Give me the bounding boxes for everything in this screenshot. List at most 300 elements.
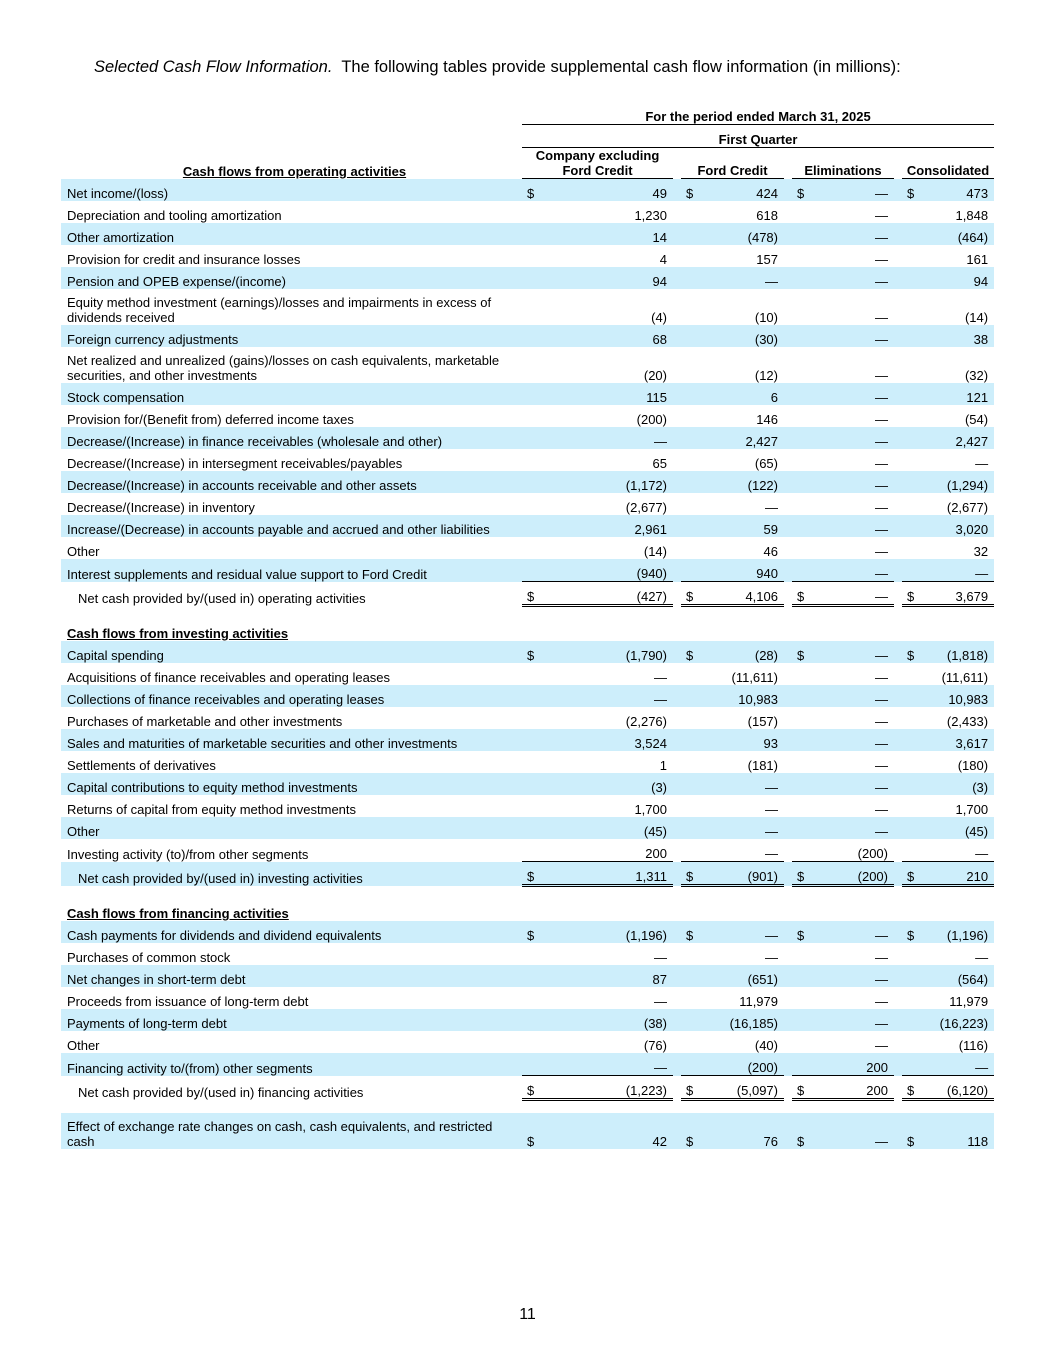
- value-company-excl-ford-credit: (940): [532, 559, 673, 582]
- value-ford-credit: 46: [763, 544, 778, 559]
- row-label: Decrease/(Increase) in accounts receivable and other assets: [61, 471, 522, 493]
- table-row: [61, 663, 994, 685]
- table-row: [61, 515, 994, 537]
- table-row: [61, 201, 994, 223]
- currency-symbol: [792, 987, 802, 1009]
- value-consolidated: 118: [912, 1113, 994, 1149]
- value-consolidated: 1,848: [955, 208, 989, 223]
- currency-symbol: [902, 449, 912, 471]
- currency-symbol: [681, 559, 691, 582]
- value-ford-credit: (122): [691, 471, 784, 493]
- currency-symbol: [792, 795, 802, 817]
- col-header-company-excl-ford-credit: Company excluding Ford Credit: [522, 148, 673, 179]
- currency-symbol: $: [681, 921, 691, 943]
- currency-symbol: [681, 201, 691, 223]
- value-company-excl-ford-credit: 68: [532, 325, 673, 347]
- value-eliminations: (200): [857, 846, 888, 861]
- value-ford-credit: (65): [754, 456, 778, 471]
- currency-symbol: [681, 1053, 691, 1076]
- currency-symbol: [792, 223, 802, 245]
- value-company-excl-ford-credit: 42: [532, 1113, 673, 1149]
- currency-symbol: $: [792, 1076, 802, 1100]
- currency-symbol: $: [681, 1076, 691, 1100]
- currency-symbol: $: [681, 179, 691, 202]
- table-row: [61, 685, 994, 707]
- value-ford-credit: (10): [754, 310, 778, 325]
- currency-symbol: [522, 201, 532, 223]
- currency-symbol: $: [792, 641, 802, 663]
- currency-symbol: [792, 405, 802, 427]
- value-ford-credit: 76: [691, 1113, 784, 1149]
- currency-symbol: [522, 817, 532, 839]
- row-label: Net cash provided by/(used in) investing activities: [61, 862, 522, 886]
- value-consolidated: —: [912, 1053, 994, 1076]
- value-ford-credit: 59: [691, 515, 784, 537]
- row-label: Net changes in short-term debt: [61, 965, 522, 987]
- value-eliminations: —: [802, 965, 894, 987]
- currency-symbol: $: [522, 1113, 532, 1149]
- currency-symbol: [902, 267, 912, 289]
- currency-symbol: [902, 795, 912, 817]
- currency-symbol: [522, 987, 532, 1009]
- currency-symbol: [902, 817, 912, 839]
- value-company-excl-ford-credit: (200): [636, 412, 667, 427]
- row-label: Depreciation and tooling amortization: [67, 208, 282, 223]
- currency-symbol: [681, 751, 691, 773]
- value-consolidated: (1,818): [912, 641, 994, 663]
- currency-symbol: [902, 515, 912, 537]
- value-eliminations: —: [802, 471, 894, 493]
- value-ford-credit: (12): [754, 368, 778, 383]
- currency-symbol: [792, 537, 802, 559]
- currency-symbol: [792, 245, 802, 267]
- currency-symbol: [522, 663, 532, 685]
- row-label: Purchases of marketable and other investments: [67, 714, 343, 729]
- value-eliminations: —: [802, 223, 894, 245]
- currency-symbol: $: [902, 641, 912, 663]
- currency-symbol: $: [522, 862, 532, 886]
- table-row: [61, 347, 994, 383]
- currency-symbol: [902, 493, 912, 515]
- currency-symbol: [522, 383, 532, 405]
- currency-symbol: [792, 1009, 802, 1031]
- value-consolidated: 210: [912, 862, 994, 886]
- value-ford-credit: 4,106: [691, 582, 784, 606]
- table-row: [61, 325, 994, 347]
- value-eliminations: —: [802, 921, 894, 943]
- currency-symbol: [681, 773, 691, 795]
- value-ford-credit: 424: [691, 179, 784, 202]
- currency-symbol: [792, 559, 802, 582]
- row-label: Pension and OPEB expense/(income): [61, 267, 522, 289]
- value-ford-credit: (5,097): [691, 1076, 784, 1100]
- currency-symbol: $: [792, 582, 802, 606]
- table-row: [61, 641, 994, 663]
- row-label: Capital spending: [61, 641, 522, 663]
- value-consolidated: —: [975, 950, 989, 965]
- value-company-excl-ford-credit: —: [654, 670, 667, 685]
- currency-symbol: $: [792, 862, 802, 886]
- currency-symbol: [792, 471, 802, 493]
- table-row: [61, 267, 994, 289]
- value-eliminations: —: [802, 325, 894, 347]
- value-eliminations: —: [802, 685, 894, 707]
- value-eliminations: —: [875, 758, 888, 773]
- currency-symbol: [792, 449, 802, 471]
- value-eliminations: —: [802, 383, 894, 405]
- currency-symbol: [681, 685, 691, 707]
- currency-symbol: [522, 493, 532, 515]
- currency-symbol: [681, 1031, 691, 1053]
- row-label: Provision for credit and insurance losses: [67, 252, 301, 267]
- currency-symbol: [792, 817, 802, 839]
- value-eliminations: —: [875, 950, 888, 965]
- currency-symbol: [902, 685, 912, 707]
- currency-symbol: [902, 943, 912, 965]
- value-company-excl-ford-credit: 115: [532, 383, 673, 405]
- value-eliminations: —: [875, 456, 888, 471]
- table-row: [61, 795, 994, 817]
- currency-symbol: [522, 405, 532, 427]
- value-consolidated: (11,611): [941, 670, 989, 685]
- value-consolidated: (1,196): [912, 921, 994, 943]
- financing-section-heading: Cash flows from financing activities: [67, 906, 289, 921]
- currency-symbol: [681, 987, 691, 1009]
- value-company-excl-ford-credit: —: [532, 427, 673, 449]
- currency-symbol: [522, 1009, 532, 1031]
- row-label: Financing activity to/(from) other segments: [61, 1053, 522, 1076]
- table-row: [61, 1113, 994, 1149]
- currency-symbol: [522, 729, 532, 751]
- table-row: [61, 1009, 994, 1031]
- value-company-excl-ford-credit: 4: [659, 252, 667, 267]
- currency-symbol: [681, 245, 691, 267]
- value-consolidated: 38: [912, 325, 994, 347]
- value-consolidated: 10,983: [912, 685, 994, 707]
- currency-symbol: $: [902, 1076, 912, 1100]
- currency-symbol: [902, 663, 912, 685]
- value-ford-credit: 2,427: [691, 427, 784, 449]
- value-consolidated: 1,700: [955, 802, 989, 817]
- total-row: [61, 1076, 994, 1100]
- value-ford-credit: 618: [756, 208, 778, 223]
- row-label: Cash payments for dividends and dividend equivalents: [61, 921, 522, 943]
- row-label: Settlements of derivatives: [67, 758, 216, 773]
- currency-symbol: [681, 449, 691, 471]
- row-label: Stock compensation: [61, 383, 522, 405]
- value-eliminations: —: [875, 994, 888, 1009]
- table-row: [61, 921, 994, 943]
- currency-symbol: [902, 729, 912, 751]
- table-row: [61, 245, 994, 267]
- currency-symbol: [902, 325, 912, 347]
- value-ford-credit: 10,983: [691, 685, 784, 707]
- row-label: Decrease/(Increase) in finance receivables (wholesale and other): [61, 427, 522, 449]
- currency-symbol: [681, 325, 691, 347]
- row-label: Purchases of common stock: [67, 950, 231, 965]
- row-label: Net cash provided by/(used in) operating activities: [78, 590, 366, 606]
- row-label: Foreign currency adjustments: [61, 325, 522, 347]
- table-row: [61, 559, 994, 582]
- currency-symbol: [902, 751, 912, 773]
- currency-symbol: [681, 383, 691, 405]
- currency-symbol: [902, 773, 912, 795]
- row-label: Capital contributions to equity method investments: [61, 773, 522, 795]
- currency-symbol: [681, 965, 691, 987]
- currency-symbol: [902, 707, 912, 729]
- value-ford-credit: (478): [691, 223, 784, 245]
- value-ford-credit: (200): [691, 1053, 784, 1076]
- value-ford-credit: —: [765, 950, 778, 965]
- currency-symbol: [792, 1031, 802, 1053]
- currency-symbol: $: [522, 641, 532, 663]
- currency-symbol: [681, 663, 691, 685]
- value-ford-credit: —: [765, 500, 778, 515]
- currency-symbol: [902, 223, 912, 245]
- currency-symbol: [902, 1031, 912, 1053]
- currency-symbol: [902, 427, 912, 449]
- row-label: Other: [61, 817, 522, 839]
- currency-symbol: [522, 1031, 532, 1053]
- currency-symbol: [792, 267, 802, 289]
- section-heading-row: [61, 619, 994, 641]
- value-consolidated: 3,617: [912, 729, 994, 751]
- value-company-excl-ford-credit: 3,524: [532, 729, 673, 751]
- value-eliminations: —: [875, 670, 888, 685]
- value-consolidated: (1,294): [912, 471, 994, 493]
- currency-symbol: $: [522, 179, 532, 202]
- currency-symbol: [522, 1053, 532, 1076]
- currency-symbol: [681, 817, 691, 839]
- value-company-excl-ford-credit: —: [654, 950, 667, 965]
- currency-symbol: [681, 493, 691, 515]
- table-row: [61, 289, 994, 325]
- currency-symbol: [902, 347, 912, 383]
- value-eliminations: 200: [802, 1053, 894, 1076]
- value-consolidated: 94: [912, 267, 994, 289]
- value-ford-credit: (40): [754, 1038, 778, 1053]
- currency-symbol: [902, 289, 912, 325]
- value-eliminations: —: [802, 515, 894, 537]
- value-ford-credit: (651): [691, 965, 784, 987]
- currency-symbol: [902, 559, 912, 582]
- value-consolidated: (2,433): [946, 714, 989, 729]
- table-row: [61, 493, 994, 515]
- currency-symbol: $: [522, 582, 532, 606]
- value-company-excl-ford-credit: 14: [532, 223, 673, 245]
- period-header: For the period ended March 31, 2025: [522, 102, 994, 125]
- value-eliminations: —: [802, 179, 894, 202]
- value-ford-credit: 11,979: [739, 994, 778, 1009]
- currency-symbol: [522, 325, 532, 347]
- row-label: Investing activity (to)/from other segments: [67, 846, 309, 862]
- value-ford-credit: —: [765, 802, 778, 817]
- value-consolidated: (464): [912, 223, 994, 245]
- currency-symbol: $: [681, 641, 691, 663]
- currency-symbol: [522, 289, 532, 325]
- intro-lead: Selected Cash Flow Information.: [94, 58, 333, 76]
- currency-symbol: [792, 1053, 802, 1076]
- currency-symbol: [522, 707, 532, 729]
- currency-symbol: [792, 383, 802, 405]
- value-consolidated: 121: [912, 383, 994, 405]
- currency-symbol: [792, 729, 802, 751]
- row-label: Other: [67, 1038, 100, 1053]
- currency-symbol: [522, 795, 532, 817]
- currency-symbol: [792, 325, 802, 347]
- row-label: Net income/(loss): [61, 179, 522, 202]
- currency-symbol: $: [792, 921, 802, 943]
- value-company-excl-ford-credit: 1,311: [532, 862, 673, 886]
- value-ford-credit: —: [691, 817, 784, 839]
- value-company-excl-ford-credit: 49: [532, 179, 673, 202]
- row-label: Equity method investment (earnings)/losses and impairments in excess of dividends received: [67, 295, 492, 325]
- total-row: [61, 862, 994, 886]
- quarter-header: First Quarter: [522, 125, 994, 148]
- currency-symbol: [792, 493, 802, 515]
- intro-text: The following tables provide supplemental cash flow information (in millions):: [341, 58, 901, 76]
- currency-symbol: $: [792, 179, 802, 202]
- value-company-excl-ford-credit: (38): [532, 1009, 673, 1031]
- row-label: Collections of finance receivables and operating leases: [61, 685, 522, 707]
- value-ford-credit: —: [691, 921, 784, 943]
- currency-symbol: [681, 405, 691, 427]
- value-consolidated: (14): [964, 310, 989, 325]
- currency-symbol: $: [681, 1113, 691, 1149]
- currency-symbol: [902, 405, 912, 427]
- value-eliminations: —: [802, 817, 894, 839]
- value-eliminations: —: [802, 582, 894, 606]
- currency-symbol: $: [902, 179, 912, 202]
- currency-symbol: [681, 839, 691, 862]
- currency-symbol: [522, 685, 532, 707]
- table-row: [61, 405, 994, 427]
- currency-symbol: [792, 289, 802, 325]
- value-eliminations: —: [875, 544, 888, 559]
- value-ford-credit: 157: [756, 252, 778, 267]
- value-consolidated: (3): [912, 773, 994, 795]
- value-consolidated: —: [912, 559, 994, 582]
- value-company-excl-ford-credit: 87: [532, 965, 673, 987]
- value-consolidated: 161: [966, 252, 989, 267]
- table-row: [61, 471, 994, 493]
- row-label: Proceeds from issuance of long-term debt: [67, 994, 309, 1009]
- currency-symbol: [902, 1053, 912, 1076]
- currency-symbol: [792, 201, 802, 223]
- intro-paragraph: [94, 58, 1034, 77]
- value-consolidated: (116): [958, 1038, 989, 1053]
- currency-symbol: [522, 537, 532, 559]
- table-row: [61, 1031, 994, 1053]
- value-consolidated: 32: [973, 544, 989, 559]
- value-company-excl-ford-credit: 94: [532, 267, 673, 289]
- value-company-excl-ford-credit: (1,223): [532, 1076, 673, 1100]
- row-label: Other: [67, 544, 100, 559]
- table-row: [61, 537, 994, 559]
- currency-symbol: $: [902, 921, 912, 943]
- currency-symbol: [792, 347, 802, 383]
- value-eliminations: —: [875, 310, 888, 325]
- currency-symbol: [681, 515, 691, 537]
- table-row: [61, 179, 994, 202]
- value-consolidated: (180): [957, 758, 989, 773]
- currency-symbol: [792, 751, 802, 773]
- value-company-excl-ford-credit: (3): [532, 773, 673, 795]
- value-eliminations: 200: [802, 1076, 894, 1100]
- currency-symbol: $: [902, 1113, 912, 1149]
- table-row: [61, 449, 994, 471]
- value-company-excl-ford-credit: 65: [652, 456, 667, 471]
- value-ford-credit: (28): [691, 641, 784, 663]
- value-ford-credit: 146: [756, 412, 778, 427]
- row-label: Net cash provided by/(used in) financing activities: [78, 1084, 364, 1100]
- currency-symbol: [522, 427, 532, 449]
- value-eliminations: —: [875, 802, 888, 817]
- currency-symbol: [522, 751, 532, 773]
- currency-symbol: $: [522, 1076, 532, 1100]
- table-row: [61, 383, 994, 405]
- value-company-excl-ford-credit: 1,700: [634, 802, 667, 817]
- value-eliminations: —: [802, 1113, 894, 1149]
- currency-symbol: $: [681, 862, 691, 886]
- currency-symbol: [681, 347, 691, 383]
- table-row: [61, 707, 994, 729]
- value-consolidated: (16,223): [912, 1009, 994, 1031]
- currency-symbol: $: [792, 1113, 802, 1149]
- currency-symbol: [522, 559, 532, 582]
- table-row: [61, 751, 994, 773]
- value-company-excl-ford-credit: —: [654, 994, 667, 1009]
- value-eliminations: —: [875, 368, 888, 383]
- table-row: [61, 943, 994, 965]
- currency-symbol: [522, 943, 532, 965]
- currency-symbol: $: [522, 921, 532, 943]
- row-label: Acquisitions of finance receivables and operating leases: [67, 670, 391, 685]
- value-eliminations: —: [802, 1009, 894, 1031]
- currency-symbol: [522, 347, 532, 383]
- row-label: Sales and maturities of marketable securities and other investments: [61, 729, 522, 751]
- value-company-excl-ford-credit: (14): [643, 544, 667, 559]
- currency-symbol: [522, 449, 532, 471]
- value-ford-credit: —: [765, 846, 778, 861]
- investing-section-heading: Cash flows from investing activities: [67, 626, 289, 641]
- table-row: [61, 839, 994, 862]
- currency-symbol: [792, 839, 802, 862]
- table-row: [61, 817, 994, 839]
- value-company-excl-ford-credit: (76): [643, 1038, 667, 1053]
- currency-symbol: [681, 223, 691, 245]
- table-row: [61, 965, 994, 987]
- table-row: [61, 773, 994, 795]
- row-label: Payments of long-term debt: [61, 1009, 522, 1031]
- value-company-excl-ford-credit: —: [532, 1053, 673, 1076]
- currency-symbol: [902, 965, 912, 987]
- value-consolidated: —: [975, 846, 989, 861]
- value-company-excl-ford-credit: (2,276): [625, 714, 667, 729]
- value-ford-credit: (181): [747, 758, 778, 773]
- currency-symbol: [522, 515, 532, 537]
- value-eliminations: (200): [802, 862, 894, 886]
- value-ford-credit: (157): [747, 714, 778, 729]
- value-eliminations: —: [875, 714, 888, 729]
- value-ford-credit: —: [691, 773, 784, 795]
- value-consolidated: (6,120): [912, 1076, 994, 1100]
- currency-symbol: $: [902, 582, 912, 606]
- value-company-excl-ford-credit: —: [532, 685, 673, 707]
- col-header-consolidated: Consolidated: [902, 148, 994, 179]
- currency-symbol: [902, 383, 912, 405]
- value-ford-credit: 93: [691, 729, 784, 751]
